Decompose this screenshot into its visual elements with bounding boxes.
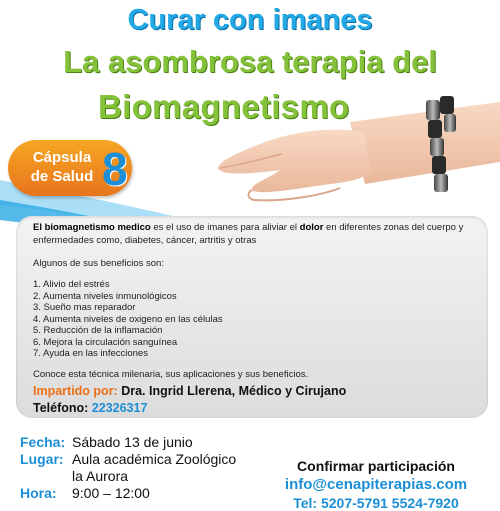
health-capsule-badge <box>8 140 132 196</box>
contact-email: info@cenapiterapias.com <box>284 476 468 493</box>
time-value: 9:00 – 12:00 <box>72 485 150 501</box>
benefit-item: 3. Sueño mas reparador <box>33 302 136 313</box>
benefits-list <box>33 279 223 360</box>
poster-title-line3: Biomagnetismo <box>98 88 350 125</box>
intro-term: El biomagnetismo medico <box>33 222 151 233</box>
intro-text-a: es el uso de imanes para aliviar el <box>150 222 300 233</box>
event-details <box>20 434 236 502</box>
date-label: Fecha: <box>20 434 66 450</box>
place-value-line2: la Aurora <box>72 468 129 484</box>
closing-sentence: Conoce esta técnica milenaria, sus aplicaciones y sus beneficios. <box>33 369 309 380</box>
benefit-item: 6. Mejora la circulación sanguínea <box>33 336 178 348</box>
benefit-item: 4. Aumenta niveles de oxigeno en las células <box>33 313 223 325</box>
benefit-item: 2. Aumenta niveles inmunológicos <box>33 290 177 302</box>
intro-keyword: dolor <box>299 222 324 233</box>
presenter-line <box>33 384 346 398</box>
phone-label: Teléfono: <box>33 401 92 415</box>
benefit-item: 5. Reducción de la inflamación <box>33 325 163 336</box>
poster-title-line1: Curar con imanes <box>127 4 373 36</box>
contact-phone-line: Tel: 5207-5791 5524-7920 <box>293 495 459 511</box>
date-value: Sábado 13 de junio <box>72 434 193 450</box>
intro-text-b: en diferentes zonas del cuerpo y enfermedades como, diabetes, cáncer, artritis y otras <box>33 222 464 246</box>
info-panel <box>16 216 488 418</box>
capsule-number: 8 <box>102 143 128 195</box>
presenter-value: Dra. Ingrid Llerena, Médico y Cirujano <box>117 384 347 398</box>
confirm-heading: Confirmar participación <box>297 458 455 474</box>
presenter-label: Impartido por: <box>33 384 118 398</box>
benefit-item: 1. Alivio del estrés <box>33 279 110 290</box>
intro-paragraph <box>33 222 478 247</box>
capsule-label-line1: Cápsula <box>32 149 92 166</box>
time-label: Hora: <box>20 485 57 501</box>
benefits-heading: Algunos de sus beneficios son: <box>33 258 164 269</box>
phone-line <box>33 401 147 415</box>
place-label: Lugar: <box>20 451 64 467</box>
capsule-label-line2: de Salud <box>30 168 94 185</box>
place-value: Aula académica Zoológico <box>72 451 237 467</box>
poster-title-line2: La asombrosa terapia del <box>63 44 437 79</box>
phone-number: 22326317 <box>91 401 148 415</box>
benefit-item: 7. Ayuda en las infecciones <box>33 348 148 359</box>
